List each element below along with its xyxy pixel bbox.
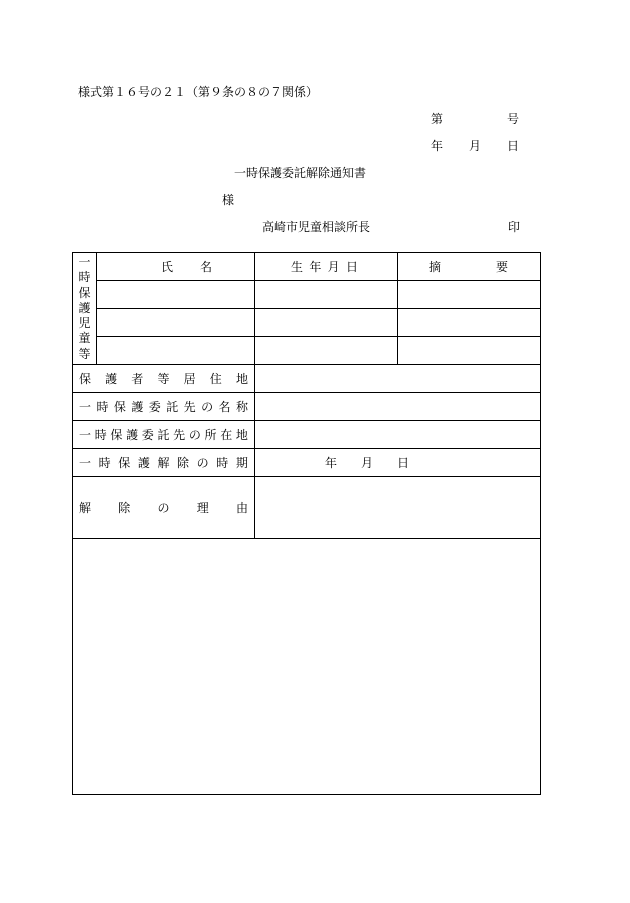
issue-date xyxy=(431,140,519,152)
child-birthdate-cell[interactable] xyxy=(255,281,398,309)
col-header-birthdate: 生 年 月 日 xyxy=(255,253,398,281)
col-header-name: 氏 名 xyxy=(97,253,255,281)
entrusted-location-value[interactable] xyxy=(255,421,541,449)
child-section-label: 一 時 保 護 児 童 等 xyxy=(73,253,97,365)
entrusted-name-value[interactable] xyxy=(255,393,541,421)
child-name-cell[interactable] xyxy=(97,337,255,365)
child-birthdate-cell[interactable] xyxy=(255,337,398,365)
date-year: 年 xyxy=(431,139,444,153)
free-text-area[interactable] xyxy=(73,539,541,795)
seal-mark: 印 xyxy=(508,220,521,234)
child-remarks-cell[interactable] xyxy=(398,281,541,309)
entrusted-location-label: 一 時 保 護 委 託 先 の 所 在 地 xyxy=(73,421,255,449)
entrusted-name-label: 一 時 保 護 委 託 先 の 名 称 xyxy=(73,393,255,421)
date-day: 日 xyxy=(506,139,519,153)
release-reason-label: 解 除 の 理 由 xyxy=(73,477,255,539)
child-name-cell[interactable] xyxy=(97,281,255,309)
notification-table xyxy=(72,252,541,795)
document-title: 一時保護委託解除通知書 xyxy=(234,166,367,180)
document-number xyxy=(431,113,519,125)
child-name-cell[interactable] xyxy=(97,309,255,337)
child-remarks-cell[interactable] xyxy=(398,309,541,337)
guardian-address-label: 保 護 者 等 居 住 地 xyxy=(73,365,255,393)
child-birthdate-cell[interactable] xyxy=(255,309,398,337)
child-remarks-cell[interactable] xyxy=(398,337,541,365)
date-month: 月 xyxy=(468,139,481,153)
issuer-name: 高崎市児童相談所長 xyxy=(262,220,371,234)
guardian-address-value[interactable] xyxy=(255,365,541,393)
col-header-remarks: 摘 要 xyxy=(398,253,541,281)
doc-number-suffix: 号 xyxy=(506,112,519,126)
form-number: 様式第１６号の２１（第９条の８の７関係） xyxy=(78,85,319,99)
release-date-label: 一 時 保 護 解 除 の 時 期 xyxy=(73,449,255,477)
release-reason-value[interactable] xyxy=(255,477,541,539)
doc-number-prefix: 第 xyxy=(431,112,444,126)
recipient-suffix: 様 xyxy=(222,193,235,207)
release-date-value[interactable]: 年 月 日 xyxy=(255,449,541,477)
